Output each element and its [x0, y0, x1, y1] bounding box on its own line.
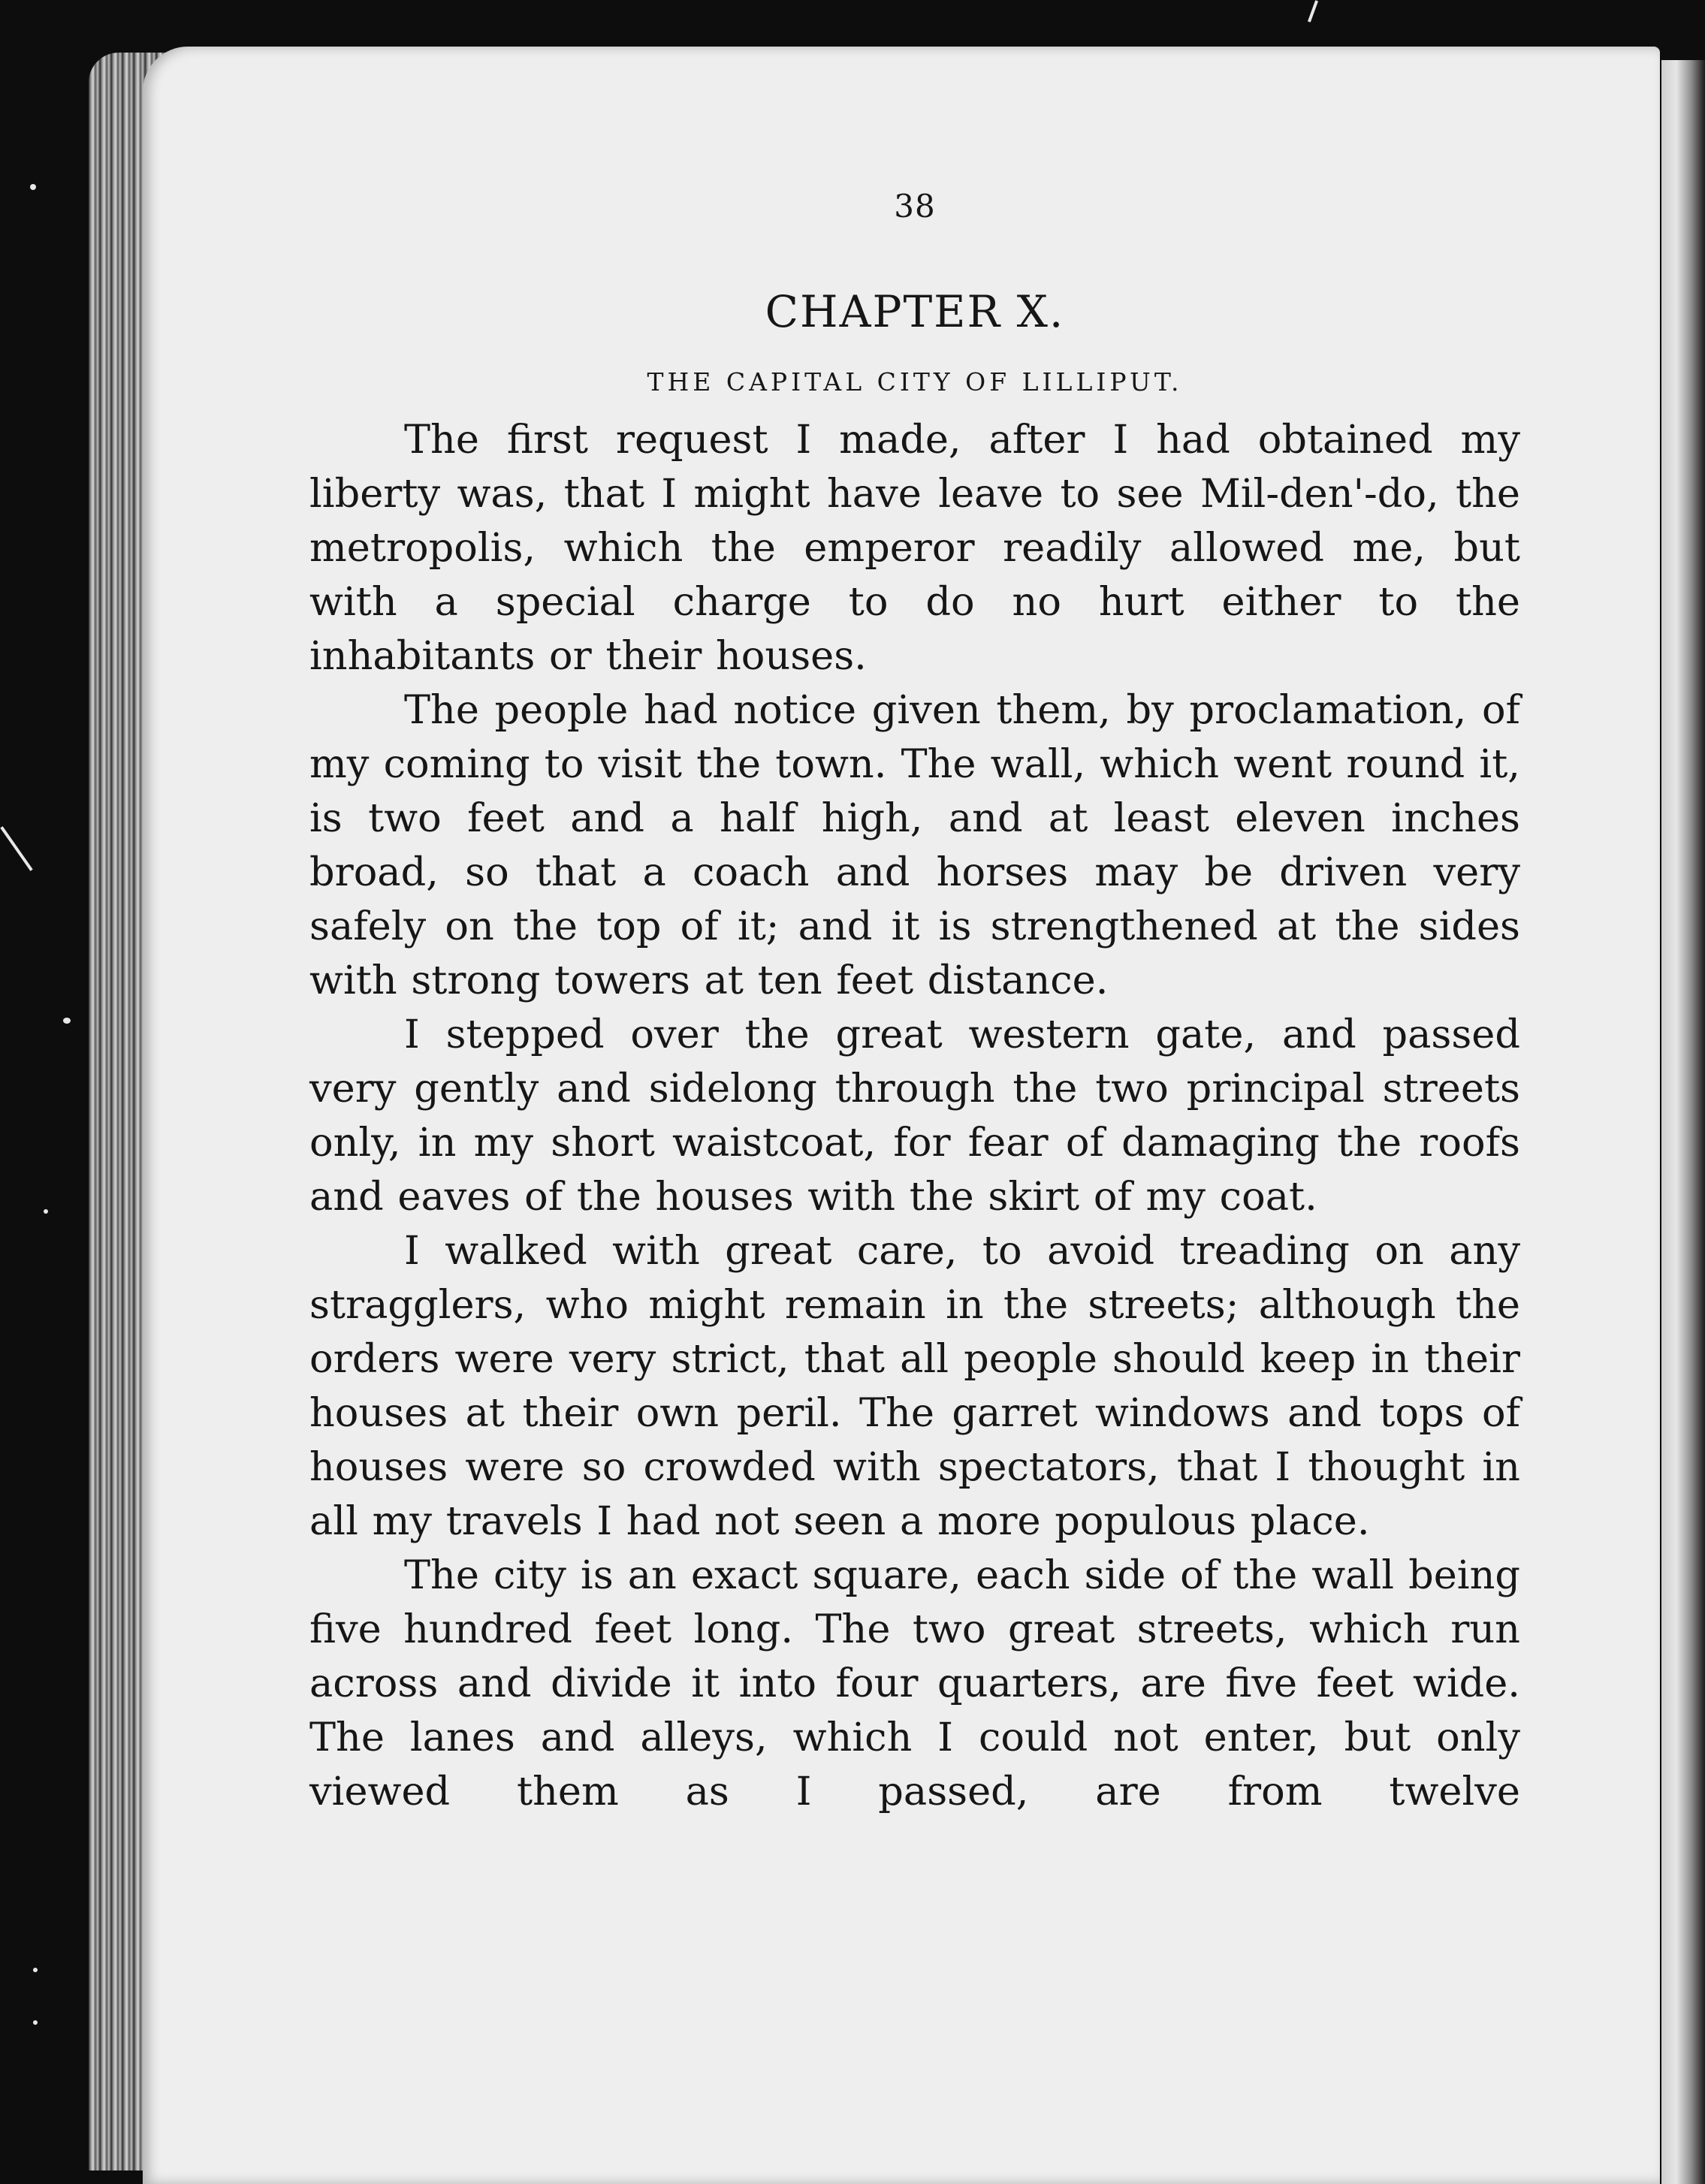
- body-paragraph: The city is an exact square, each side of the wall being five hundred feet long. The two great streets, which run across and divide it into four quarters, are five feet wide. The lanes and alleys, which I could not enter, but only viewed them as I passed, are from twelve: [309, 1552, 1520, 1814]
- body-paragraph: I stepped over the great western gate, and passed very gently and sidelong through the two principal streets only, in my short waistcoat, for fear of damaging the roofs and eaves of the houses with the skirt of my coat.: [309, 1012, 1520, 1220]
- scratch-mark: [1308, 0, 1318, 23]
- chapter-heading: CHAPTER X.: [765, 286, 1065, 337]
- chapter-subtitle: THE CAPITAL CITY OF LILLIPUT.: [647, 367, 1183, 397]
- body-paragraph: I walked with great care, to avoid treading on any stragglers, who might remain in the streets; although the orders were very strict, that all people should keep in their houses at their own peril. The garret windows and tops of houses were so crowded with spectators, that I thought in all my travels I had not seen a more populous place.: [309, 1228, 1520, 1544]
- dust-speck: [33, 1968, 38, 1972]
- dust-speck: [63, 1018, 71, 1024]
- body-paragraph: The people had notice given them, by proclamation, of my coming to visit the town. The wall, which went round it, is two feet and a half high, and at least eleven inches broad, so that a coach and horses may be driven very safely on the top of it; and it is strengthened at the sides with strong towers at ten feet distance.: [309, 687, 1520, 1003]
- page-text-block: [309, 188, 1520, 1819]
- dust-speck: [30, 184, 36, 190]
- facing-page-edge: [1661, 60, 1705, 2184]
- scratch-mark: [0, 826, 32, 871]
- dust-speck: [44, 1209, 48, 1214]
- dust-speck: [33, 2020, 38, 2025]
- body-paragraph: The first request I made, after I had obtained my liberty was, that I might have leave to see Mil-den'-do, the metropolis, which the emperor readily allowed me, but with a special charge to do no hurt either to the inhabitants or their houses.: [309, 417, 1520, 679]
- page-number: 38: [894, 188, 936, 225]
